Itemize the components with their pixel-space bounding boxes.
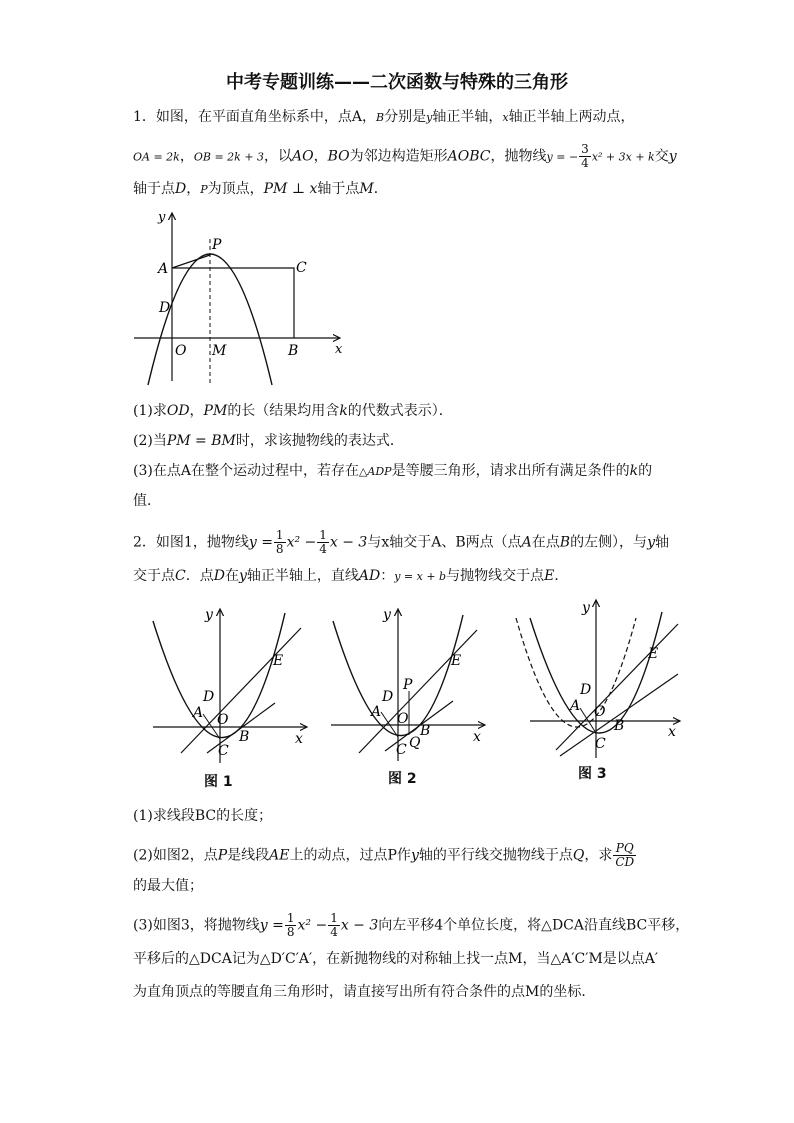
var: AE xyxy=(269,847,290,864)
label-O: O xyxy=(217,712,229,728)
math: y = xyxy=(259,917,284,934)
figure-1-caption: 图 1 xyxy=(204,774,233,790)
denominator: 8 xyxy=(286,925,295,939)
text: 平移后的△DCA记为△D′C′A′，在新抛物线的对称轴上找一点M，当△A′C′M是以点A′ xyxy=(133,951,659,967)
text: 轴的平行线交抛物线于点 xyxy=(418,847,573,864)
text: 的 xyxy=(638,463,653,479)
q1-part-3 xyxy=(133,461,652,482)
math: x² − xyxy=(286,534,317,551)
label-D: D xyxy=(382,689,394,705)
q2-part-3-line-2 xyxy=(133,949,658,969)
q1-part-2 xyxy=(133,431,404,451)
label-P: P xyxy=(212,237,222,253)
label-E: E xyxy=(273,653,284,669)
var: y xyxy=(410,847,419,864)
denominator: 4 xyxy=(319,542,327,556)
var: AD xyxy=(358,568,381,584)
label-C: C xyxy=(296,260,307,276)
text: (1)求线段BC的长度； xyxy=(133,808,273,824)
q2-figure-2 xyxy=(325,603,495,768)
label-C: C xyxy=(396,742,407,758)
numerator: 3 xyxy=(581,142,589,156)
fraction xyxy=(274,529,286,556)
label-D: D xyxy=(580,682,592,698)
math: y = x + b xyxy=(394,570,447,583)
numerator: 1 xyxy=(275,528,284,542)
text: ． xyxy=(373,181,388,197)
q1-part-1 xyxy=(133,401,453,421)
var: k xyxy=(339,403,348,419)
page-title: 中考专题训练——二次函数与特殊的三角形 xyxy=(226,72,568,93)
math: OA = 2k xyxy=(133,150,180,164)
var: D xyxy=(175,181,187,197)
fraction xyxy=(317,529,329,556)
math: x − 3 xyxy=(329,534,368,551)
var: AOBC xyxy=(447,148,491,165)
text: 轴正半轴上两动点， xyxy=(508,109,635,125)
math: PM = BM xyxy=(166,433,236,449)
label-M: M xyxy=(212,343,227,359)
label-P: P xyxy=(403,677,413,693)
numerator: 1 xyxy=(330,911,338,925)
var: Q xyxy=(572,847,585,864)
text: 交 xyxy=(654,148,669,165)
label-A: A xyxy=(371,704,382,720)
numerator: PQ xyxy=(613,842,636,856)
q1-line-3 xyxy=(133,179,388,200)
text: 是线段 xyxy=(227,847,270,864)
text: ， xyxy=(179,148,194,165)
text: ， xyxy=(189,403,204,419)
text: 与抛物线交于点 xyxy=(446,568,545,584)
label-D: D xyxy=(159,300,171,316)
text: 2．如图1，抛物线 xyxy=(133,534,249,551)
denominator: 4 xyxy=(330,925,338,939)
var: x xyxy=(502,111,509,124)
text: ，求 xyxy=(584,847,613,864)
math: PM ⊥ x xyxy=(263,181,318,197)
var: P xyxy=(217,847,228,864)
q2-figure-3 xyxy=(510,596,690,761)
label-B: B xyxy=(288,343,299,359)
text: 轴于点 xyxy=(133,181,175,197)
fraction xyxy=(579,143,591,170)
text: 为顶点， xyxy=(207,181,264,197)
text: 时，求该抛物线的表达式． xyxy=(235,433,404,449)
text: 轴于点 xyxy=(317,181,360,197)
text: 在 xyxy=(224,568,239,584)
text: 分别是 xyxy=(384,109,427,125)
text: 为直角顶点的等腰直角三角形时，请直接写出所有符合条件的点M的坐标． xyxy=(133,984,596,1000)
var: y xyxy=(426,111,433,124)
denominator: 4 xyxy=(581,156,589,170)
fraction xyxy=(285,912,297,939)
math: y = − xyxy=(546,150,579,164)
q1-part-3-cont xyxy=(133,491,161,511)
text: 上的动点，过点P作 xyxy=(289,847,411,864)
label-B: B xyxy=(420,723,431,739)
math: △ADP xyxy=(358,465,392,478)
var: AO xyxy=(292,148,314,165)
text: 轴正半轴， xyxy=(432,109,503,125)
text: 轴 xyxy=(654,534,669,551)
text: 轴正半轴上，直线 xyxy=(246,568,359,584)
label-A: A xyxy=(570,698,581,714)
q1-line-2 xyxy=(133,143,677,170)
text: 值． xyxy=(133,493,161,509)
numerator: 1 xyxy=(319,528,327,542)
var: B xyxy=(559,534,571,551)
var: M xyxy=(359,181,374,197)
fraction xyxy=(613,842,636,869)
text: 的左侧），与 xyxy=(570,534,648,551)
figure-2-caption: 图 2 xyxy=(388,771,417,787)
q2-line-2 xyxy=(133,566,568,587)
text: ，抛物线 xyxy=(490,148,547,165)
label-x: x xyxy=(668,724,676,740)
math: x² + 3x + k xyxy=(591,150,655,164)
q2-part-3-line-3 xyxy=(133,982,595,1002)
figure-3-caption: 图 3 xyxy=(578,766,607,782)
label-Q: Q xyxy=(409,735,421,751)
text: 的长（结果均用含 xyxy=(227,403,340,419)
label-E: E xyxy=(451,653,462,669)
var: C xyxy=(175,568,186,584)
fraction xyxy=(328,912,340,939)
text: 为邻边构造矩形 xyxy=(349,148,448,165)
label-C: C xyxy=(595,736,606,752)
label-y: y xyxy=(582,600,590,616)
var: BO xyxy=(327,148,350,165)
label-x: x xyxy=(295,731,303,747)
label-y: y xyxy=(158,210,166,225)
label-y: y xyxy=(383,607,391,623)
label-x: x xyxy=(335,342,343,357)
var: k xyxy=(629,463,639,479)
q2-line-1 xyxy=(133,529,669,556)
numerator: 1 xyxy=(286,911,295,925)
label-B: B xyxy=(239,729,250,745)
label-O: O xyxy=(175,343,187,359)
text: 的代数式表示）． xyxy=(347,403,453,419)
label-A: A xyxy=(158,261,169,277)
q1-line-1 xyxy=(133,107,635,128)
q2-figure-1 xyxy=(145,603,315,768)
text: ．点 xyxy=(185,568,214,584)
q2-part-1 xyxy=(133,806,272,826)
var: P xyxy=(200,183,208,196)
var: y xyxy=(238,568,247,584)
text: 在点 xyxy=(531,534,560,551)
text: (1)求 xyxy=(133,403,167,419)
label-D: D xyxy=(203,689,215,705)
text: 1．如图，在平面直角坐标系中，点A， xyxy=(133,109,377,125)
q1-figure xyxy=(130,205,350,390)
var: OD xyxy=(166,403,190,419)
label-A: A xyxy=(193,705,204,721)
math: x − 3 xyxy=(340,917,379,934)
label-B: B xyxy=(614,718,625,734)
var: B xyxy=(376,111,385,124)
line-bc xyxy=(560,674,678,756)
var: y xyxy=(668,148,677,165)
label-x: x xyxy=(473,729,481,745)
label-O: O xyxy=(594,704,606,720)
text: 交于点 xyxy=(133,568,175,584)
var: E xyxy=(544,568,555,584)
text: ，以 xyxy=(264,148,293,165)
label-y: y xyxy=(205,607,213,623)
math: OB = 2k + 3 xyxy=(193,150,265,164)
text: ： xyxy=(380,568,395,584)
q2-part-3 xyxy=(133,912,689,939)
var: A xyxy=(521,534,532,551)
denominator: CD xyxy=(615,855,635,869)
text: 向左平移4个单位长度，将△DCA沿直线BC平移， xyxy=(378,917,690,934)
q2-part-2-cont xyxy=(133,876,203,896)
text: ， xyxy=(313,148,328,165)
var: D xyxy=(213,568,225,584)
denominator: 8 xyxy=(275,542,284,556)
label-C: C xyxy=(218,743,229,759)
math: y = xyxy=(248,534,273,551)
label-O: O xyxy=(397,711,409,727)
var: y xyxy=(647,534,655,551)
var: PM xyxy=(203,403,228,419)
text: (2)当 xyxy=(133,433,167,449)
q2-part-2 xyxy=(133,842,637,869)
text: (3)在点A在整个运动过程中，若存在 xyxy=(133,463,359,479)
label-E: E xyxy=(648,646,659,662)
text: 与x轴交于A、B两点（点 xyxy=(367,534,522,551)
text: ． xyxy=(554,568,569,584)
text: (2)如图2，点 xyxy=(133,847,218,864)
rectangle-aobc xyxy=(172,268,294,338)
text: 的最大值； xyxy=(133,878,203,894)
text: 是等腰三角形，请求出所有满足条件的 xyxy=(391,463,630,479)
text: (3)如图3，将抛物线 xyxy=(133,917,260,934)
math: x² − xyxy=(297,917,328,934)
text: ， xyxy=(186,181,201,197)
